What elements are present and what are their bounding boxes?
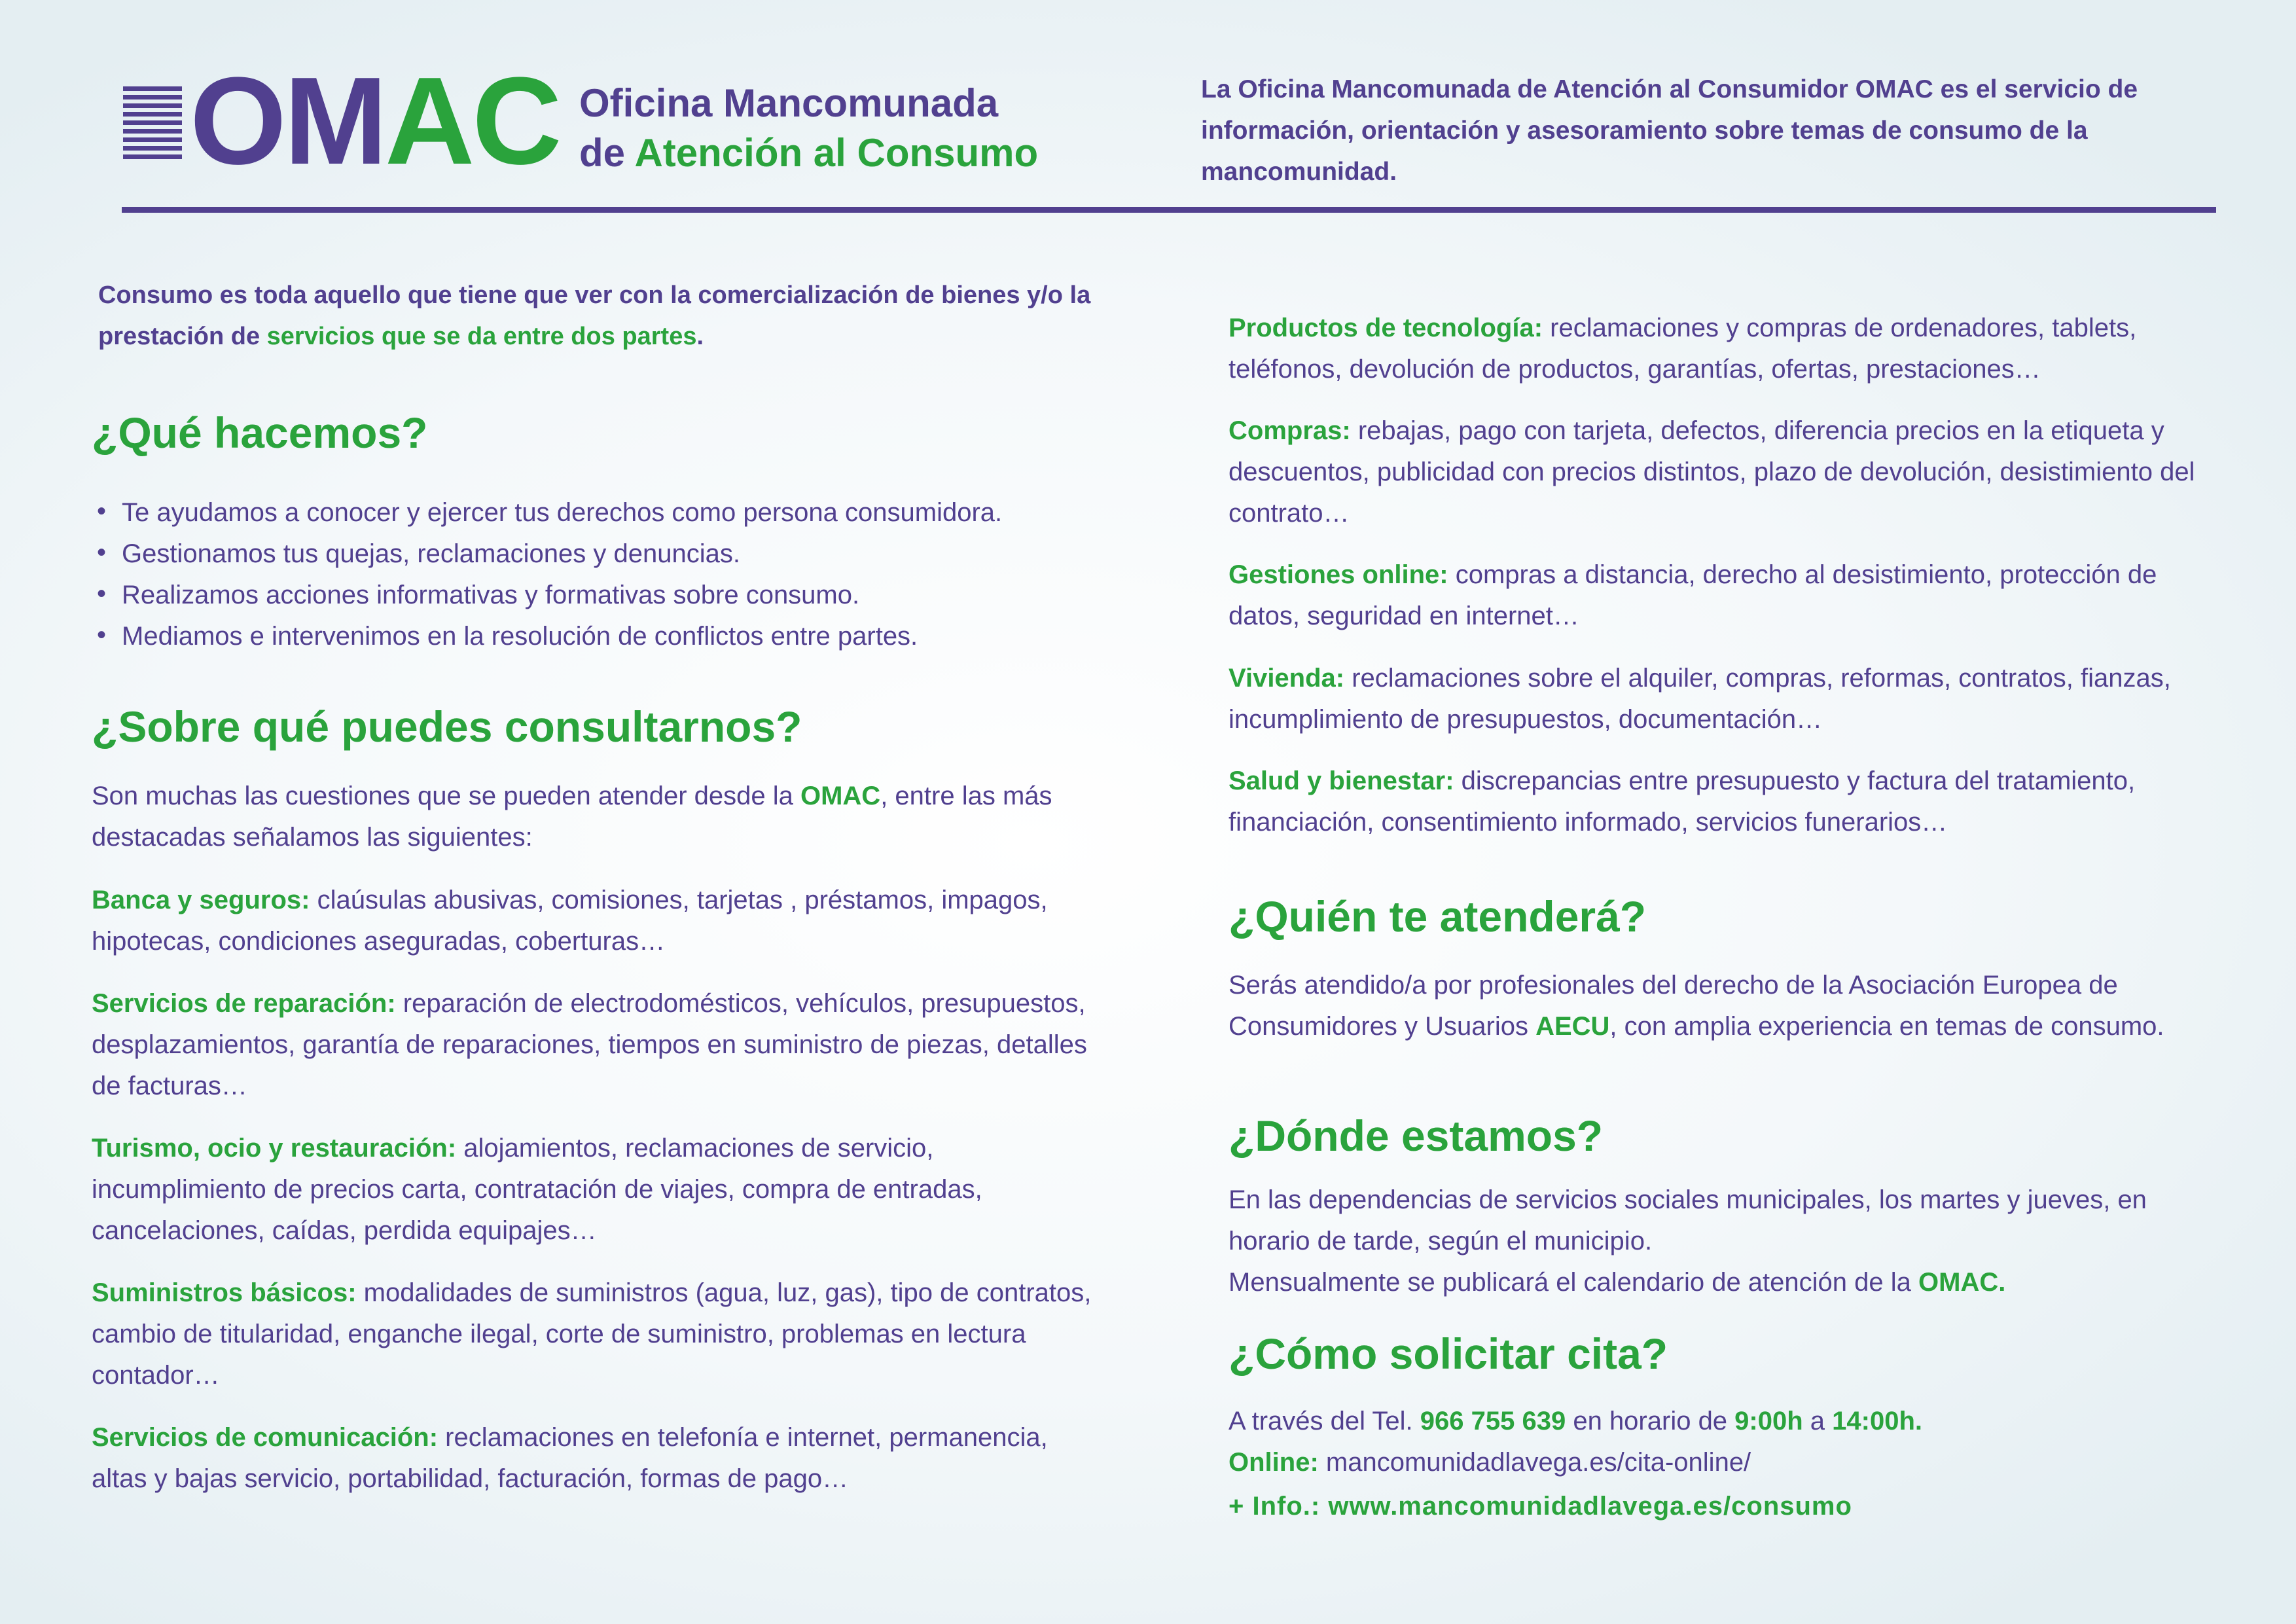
topic-banca: Banca y seguros: claúsulas abusivas, comisiones, tarjetas , préstamos, impagos, hipotecas, condiciones aseguradas, coberturas…: [92, 886, 1048, 956]
list-item: • Gestionamos tus quejas, reclamaciones y denuncias.: [92, 533, 1002, 575]
list-item: • Te ayudamos a conocer y ejercer tus derechos como persona consumidora.: [92, 492, 1002, 533]
topic-vivienda: Vivienda: reclamaciones sobre el alquiler, compras, reformas, contratos, fianzas, incumplimiento de presupuestos, documentación…: [1229, 664, 2171, 734]
online-link[interactable]: mancomunidadlavega.es/cita-online/: [1318, 1448, 1751, 1477]
header-description: La Oficina Mancomunada de Atención al Consumidor OMAC es el servicio de información, orientación y asesoramiento sobre temas de consumo de la mancomunidad.: [1201, 75, 2138, 186]
intro-text: Consumo es toda aquello que tiene que ver con la comercialización de bienes y/o la prestación de servicios que se da entre dos partes.: [98, 281, 1091, 350]
topic-online: Gestiones online: compras a distancia, derecho al desistimiento, protección de datos, seguridad en internet…: [1229, 560, 2157, 630]
office-name-line1: Oficina Mancomunada: [579, 81, 999, 125]
office-name-line2: de Atención al Consumo: [579, 131, 1039, 175]
quien-text: Serás atendido/a por profesionales del derecho de la Asociación Europea de Consumidores y Usuarios AECU, con amplia experiencia en temas de consumo.: [1229, 971, 2164, 1041]
topic-comunicacion: Servicios de comunicación: reclamaciones en telefonía e internet, permanencia, altas y bajas servicio, portabilidad, facturación, formas de pago…: [92, 1423, 1048, 1493]
office-name: [579, 79, 1038, 178]
list-item: • Mediamos e intervenimos en la resolución de conflictos entre partes.: [92, 616, 1002, 657]
header-divider: [122, 207, 2216, 213]
quien-title: ¿Quién te atenderá?: [1229, 892, 1647, 941]
consultas-lead: Son muchas las cuestiones que se pueden atender desde la OMAC, entre las más destacadas señalamos las siguientes:: [92, 782, 1052, 852]
list-item: • Realizamos acciones informativas y formativas sobre consumo.: [92, 575, 1002, 616]
cita-online: Online: mancomunidadlavega.es/cita-online/: [1229, 1448, 1751, 1477]
consultas-title: ¿Sobre qué puedes consultarnos?: [92, 702, 802, 751]
donde-title: ¿Dónde estamos?: [1229, 1111, 1604, 1160]
cita-phone: A través del Tel. 966 755 639 en horario de 9:00h a 14:00h.: [1229, 1407, 1923, 1435]
cita-info: + Info.: www.mancomunidadlavega.es/consumo: [1229, 1492, 1852, 1521]
topic-compras: Compras: rebajas, pago con tarjeta, defectos, diferencia precios en la etiqueta y descuentos, publicidad con precios distintos, plazo de devolución, desistimiento del contrato…: [1229, 416, 2195, 528]
header: [0, 0, 2296, 223]
logo-text: OMAC: [190, 52, 560, 190]
topic-tecnologia: Productos de tecnología: reclamaciones y compras de ordenadores, tablets, teléfonos, devolución de productos, garantías, ofertas, prestaciones…: [1229, 314, 2137, 384]
que-hacemos-title: ¿Qué hacemos?: [92, 408, 428, 457]
phone-number[interactable]: 966 755 639: [1420, 1407, 1566, 1435]
topic-salud: Salud y bienestar: discrepancias entre presupuesto y factura del tratamiento, financiación, consentimiento informado, servicios funerarios…: [1229, 767, 2136, 837]
que-hacemos-list: [92, 492, 1002, 657]
topic-suministros: Suministros básicos: modalidades de suministros (agua, luz, gas), tipo de contratos, cambio de titularidad, enganche ilegal, corte de suministro, problemas en lectura contador…: [92, 1278, 1092, 1390]
cita-title: ¿Cómo solicitar cita?: [1229, 1329, 1668, 1378]
info-link[interactable]: www.mancomunidadlavega.es/consumo: [1320, 1492, 1852, 1521]
donde-text: En las dependencias de servicios sociales municipales, los martes y jueves, en horario de tarde, según el municipio. Mensualmente se publicará el calendario de atención de la OMAC.: [1229, 1185, 2147, 1297]
topic-reparacion: Servicios de reparación: reparación de electrodomésticos, vehículos, presupuestos, desplazamientos, garantía de reparaciones, tiempos en suministro de piezas, detalles de facturas…: [92, 989, 1087, 1100]
topic-turismo: Turismo, ocio y restauración: alojamientos, reclamaciones de servicio, incumplimiento de precios carta, contratación de viajes, compra de entradas, cancelaciones, caídas, perdida equipajes…: [92, 1134, 982, 1245]
logo-stripes-icon: [123, 86, 182, 165]
